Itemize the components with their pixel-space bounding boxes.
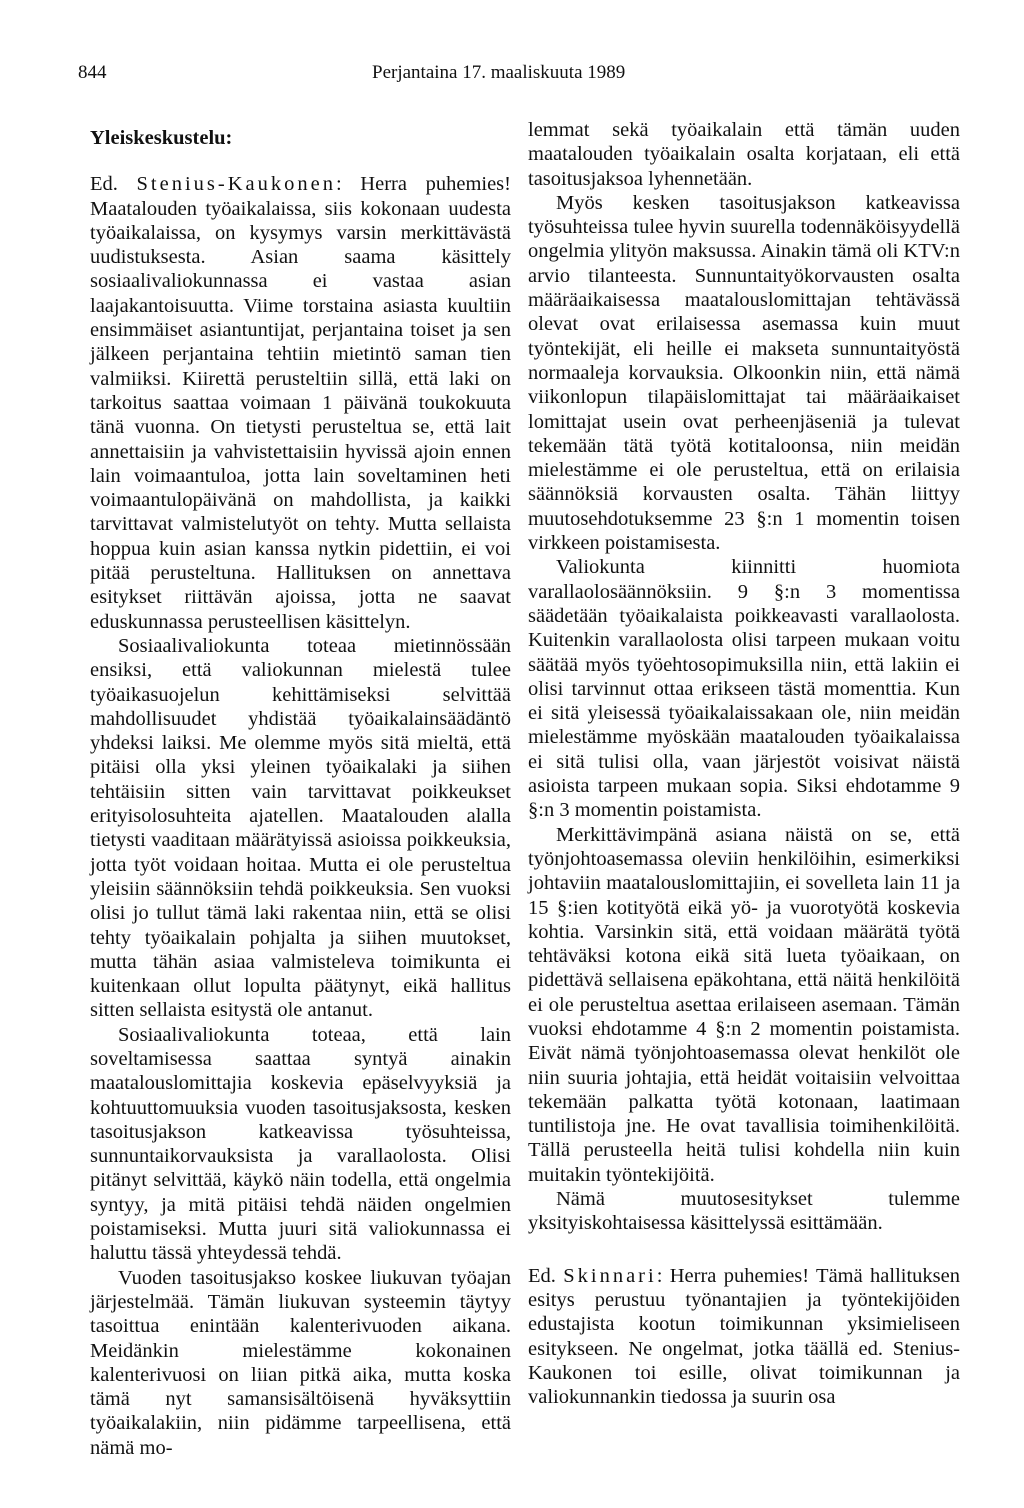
paragraph-text: Tämä hallituksen esitys perustuu työnantajien ja työntekijöiden edustajista kootun toimikunnan yksimieliseen esitykseen. Ne ongelmat, jotka täällä ed. Stenius-Kaukonen toi esille, olivat toimikunnan ja valiokunnankin tiedossa ja suurin osa: [528, 1264, 960, 1409]
speaker-name: Skinnari: [563, 1264, 657, 1287]
paragraph: Merkittävimpänä asiana näistä on se, että työnjohtoasemassa oleviin henkilöihin, esimerkiksi johtaviin maatalouslomittajiin, ei sovelleta lain 11 ja 15 §:ien kotityötä eikä yö- ja vuorotyötä koskevia kohtia. Varsinkin sitä, että voidaan määrätä työtä tehtäväksi kotona eikä sitä lueta työaikaan, on pidettävä sellaisena epäkohtana, että näitä henkilöitä ei ole perusteltua asettaa erilaiseen asemaan. Tämän vuoksi ehdotamme 4 §:n 2 momentin poistamista. Eivät nämä työnjohtoasemassa olevat henkilöt ole niin suuria johtajia, että heidät voitaisiin velvoittaa tekemään palkatta työtä kotonaan, laatimaan tuntilistoja jne. He ovat tavallisia toimihenkilöitä. Tällä perusteella heitä tulisi kohdella niin kuin muitakin työntekijöitä.: [528, 823, 960, 1186]
section-heading: Yleiskeskustelu:: [90, 127, 233, 149]
speaker-prefix: Ed.: [90, 173, 137, 196]
paragraph-continuation: lemmat sekä työaikalain että tämän uuden maatalouden työaikalain osalta korjataan, eli että tasoitusjaksoa lyhennetään.: [528, 119, 960, 190]
speaker-salutation: : Herra puhemies!: [335, 173, 511, 196]
paragraph-speech-opening: [528, 1264, 960, 1410]
page-header: [78, 62, 978, 92]
header-date: Perjantaina 17. maaliskuuta 1989: [372, 62, 626, 83]
paragraph-text: Maatalouden työaikalaissa, siis kokonaan uudesta työaikalaissa, on kysymys varsin merkittävästä uudistuksesta. Asian saama käsittely sosiaalivaliokunnassa ei vastaa asian laajakantoisuutta. Viime torstaina asiasta kuultiin ensimmäiset asiantuntijat, perjantaina toiset ja sen jälkeen perjantaina tehtiin mietintö saman tien valmiiksi. Kiirettä perusteltiin sillä, että laki on tarkoitus saattaa voimaan 1 päivänä toukokuuta tänä vuonna. On tietysti perusteltua se, että lait annettaisiin ja vahvistettaisiin hyvissä ajoin ennen lain voimaantuloa, jotta lain soveltaminen heti voimaantulopäivänä on mahdollista, ja kaikki tarvittavat valmistelutyöt on tehty. Mutta sellaista hoppua kuin asian kanssa nytkin pidettiin, ei voi pitää perusteltuna. Hallituksen on annettava esitykset riittävän ajoissa, jotta ne saavat eduskunnassa perusteellisen käsittelyn.: [90, 197, 511, 633]
paragraph: Vuoden tasoitusjakso koskee liukuvan työajan järjestelmää. Tämän liukuvan systeemin täytyy tasoittua enintään kalenterivuoden aikana. Meidänkin mielestämme kokonainen kalenterivuosi on liian pitkä aika, mutta koska tämä nyt samansisältöisenä hyväksyttiin työaikalakiin, niin pidämme tarpeellisena, että nämä mo-: [90, 1266, 511, 1459]
right-column: [528, 118, 960, 1409]
paragraph-speech-opening: [90, 172, 511, 634]
paragraph: Sosiaalivaliokunta toteaa, että lain soveltamisessa saattaa syntyä ainakin maatalouslomittajia koskevia epäselvyyksiä ja kohtuuttomuuksia vuoden tasoitusjaksosta, kesken tasoitusjakson katkeavissa työsuhteissa, sunnuntaikorvauksista ja varallaolosta. Olisi pitänyt selvittää, käykö näin todella, että ongelmia syntyy, ja mitä pitäisi tehdä näiden ongelmien poistamiseksi. Mutta juuri sitä valiokunnassa ei haluttu tässä yhteydessä tehdä.: [90, 1023, 511, 1265]
left-column: [90, 118, 511, 1460]
page-number: 844: [78, 62, 107, 83]
paragraph: Nämä muutosesitykset tulemme yksityiskohtaisessa käsittelyssä esittämään.: [528, 1188, 960, 1235]
paragraph: Sosiaalivaliokunta toteaa mietinnössään ensiksi, että valiokunnan mielestä tulee työaikasuojelun kehittämiseksi selvittää mahdollisuudet yhdistää työaikalainsäädäntö yhdeksi laiksi. Me olemme myös sitä mieltä, että pitäisi olla yksi yleinen työaikalaki ja siihen tehtäisiin sitten vain tarvittavat poikkeukset erityisolosuhteita ajatellen. Maatalouden alalla tietysti vaaditaan määrätyissä asioissa poikkeuksia, jotta työt voidaan hoitaa. Mutta ei ole perusteltua yleisiin säännöksiin tehdä poikkeuksia. Sen vuoksi olisi jo tullut tämä laki rakentaa niin, että se olisi tehty työaikalain pohjalta ja siihen muutokset, mutta tähän asiaa valmisteleva toimikunta ei kuitenkaan ollut lopulta päätynyt, eikä hallitus sitten sellaista esitystä ole antanut.: [90, 634, 511, 1022]
paragraph: Myös kesken tasoitusjakson katkeavissa työsuhteissa tulee hyvin suurella todennäköisyydellä ongelmia ylityön maksussa. Ainakin tämä oli KTV:n arvio tilanteesta. Sunnuntaityökorvausten osalta määräaikaisessa maatalouslomittajan tehtävässä olevat ovat erilaisessa asemassa kuin muut työntekijät, eli heille ei makseta sunnuntaityöstä normaaleja korvauksia. Olkoonkin niin, että nämä viikonlopun tilapäislomittajat tai määräaikaiset lomittajat usein ovat perheenjäseniä ja tulevat tekemään tätä työtä kotitaloonsa, niin meidän mielestämme ei ole perusteltua, että on erilaisia säännöksiä korvausten osalta. Tähän liittyy muutosehdotuksemme 23 §:n 1 momentin toisen virkkeen poistamisesta.: [528, 191, 960, 555]
speaker-prefix: Ed.: [528, 1264, 564, 1287]
speaker-salutation: : Herra puhemies!: [656, 1264, 810, 1287]
paragraph: Valiokunta kiinnitti huomiota varallaolosäännöksiin. 9 §:n 3 momentissa säädetään työaikalaista poikkeavasti varallaolosta. Kuitenkin varallaolosta olisi tarpeen mukaan voitu säätää myös työehtosopimuksilla niin, että lakiin ei olisi tarvinnut ottaa erikseen tästä momenttia. Kun ei sitä yleisessä työaikalaissakaan ole, niin meidän mielestämme myöskään maatalouden työaikalaissa ei sitä tulisi olla, vaan järjestöt voisivat näistä asioista tarpeen mukaan sopia. Siksi ehdotamme 9 §:n 3 momentin poistamista.: [528, 556, 960, 822]
speaker-name: Stenius-Kaukonen: [136, 173, 336, 196]
